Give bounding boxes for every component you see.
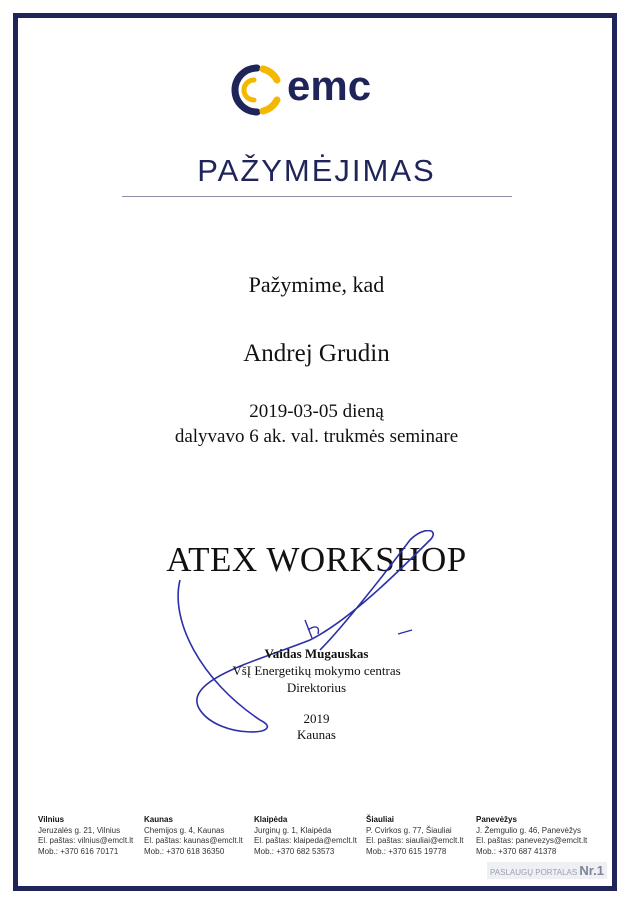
certificate-frame — [13, 13, 617, 891]
footer-offices — [0, 815, 633, 865]
title-divider — [122, 196, 512, 197]
signatory-organization: VšĮ Energetikų mokymo centras — [232, 663, 401, 678]
office-vilnius: Vilnius Jeruzalės g. 21, Vilnius El. paštas: vilnius@emclt.lt Mob.: +370 616 70171 — [38, 815, 134, 856]
signatory-name: Vaidas Mugauskas — [264, 646, 369, 661]
emc-logo-icon — [227, 60, 287, 120]
office-siauliai: Šiauliai P. Cvirkos g. 77, Šiauliai El. paštas: siauliai@emclt.lt Mob.: +370 615 19778 — [366, 815, 464, 856]
office-kaunas: Kaunas Chemijos g. 4, Kaunas El. paštas: kaunas@emclt.lt Mob.: +370 618 36350 — [144, 815, 243, 856]
date-line: 2019-03-05 dieną — [249, 401, 384, 422]
seminar-title: ATEX WORKSHOP — [166, 540, 467, 579]
recipient-name: Andrej Grudin — [243, 340, 390, 367]
logo-text: emc — [287, 62, 372, 109]
duration-line: dalyvavo 6 ak. val. trukmės seminare — [174, 426, 459, 447]
intro-line: Pažymime, kad — [248, 272, 385, 297]
signatory-role: Direktorius — [286, 680, 347, 695]
certificate-title: PAŽYMĖJIMAS — [197, 153, 436, 188]
issue-year: 2019 — [303, 711, 330, 726]
issue-city: Kaunas — [297, 727, 336, 742]
office-klaipeda: Klaipėda Jurginų g. 1, Klaipėda El. paštas: klaipeda@emclt.lt Mob.: +370 682 53573 — [254, 815, 357, 856]
watermark: PASLAUGŲ PORTALAS Nr.1 — [487, 862, 607, 879]
office-panevezys: Panevėžys J. Žemgulio g. 46, Panevėžys El. paštas: panevezys@emclt.lt Mob.: +370 687 41378 — [476, 815, 588, 856]
emc-logo — [227, 60, 407, 120]
